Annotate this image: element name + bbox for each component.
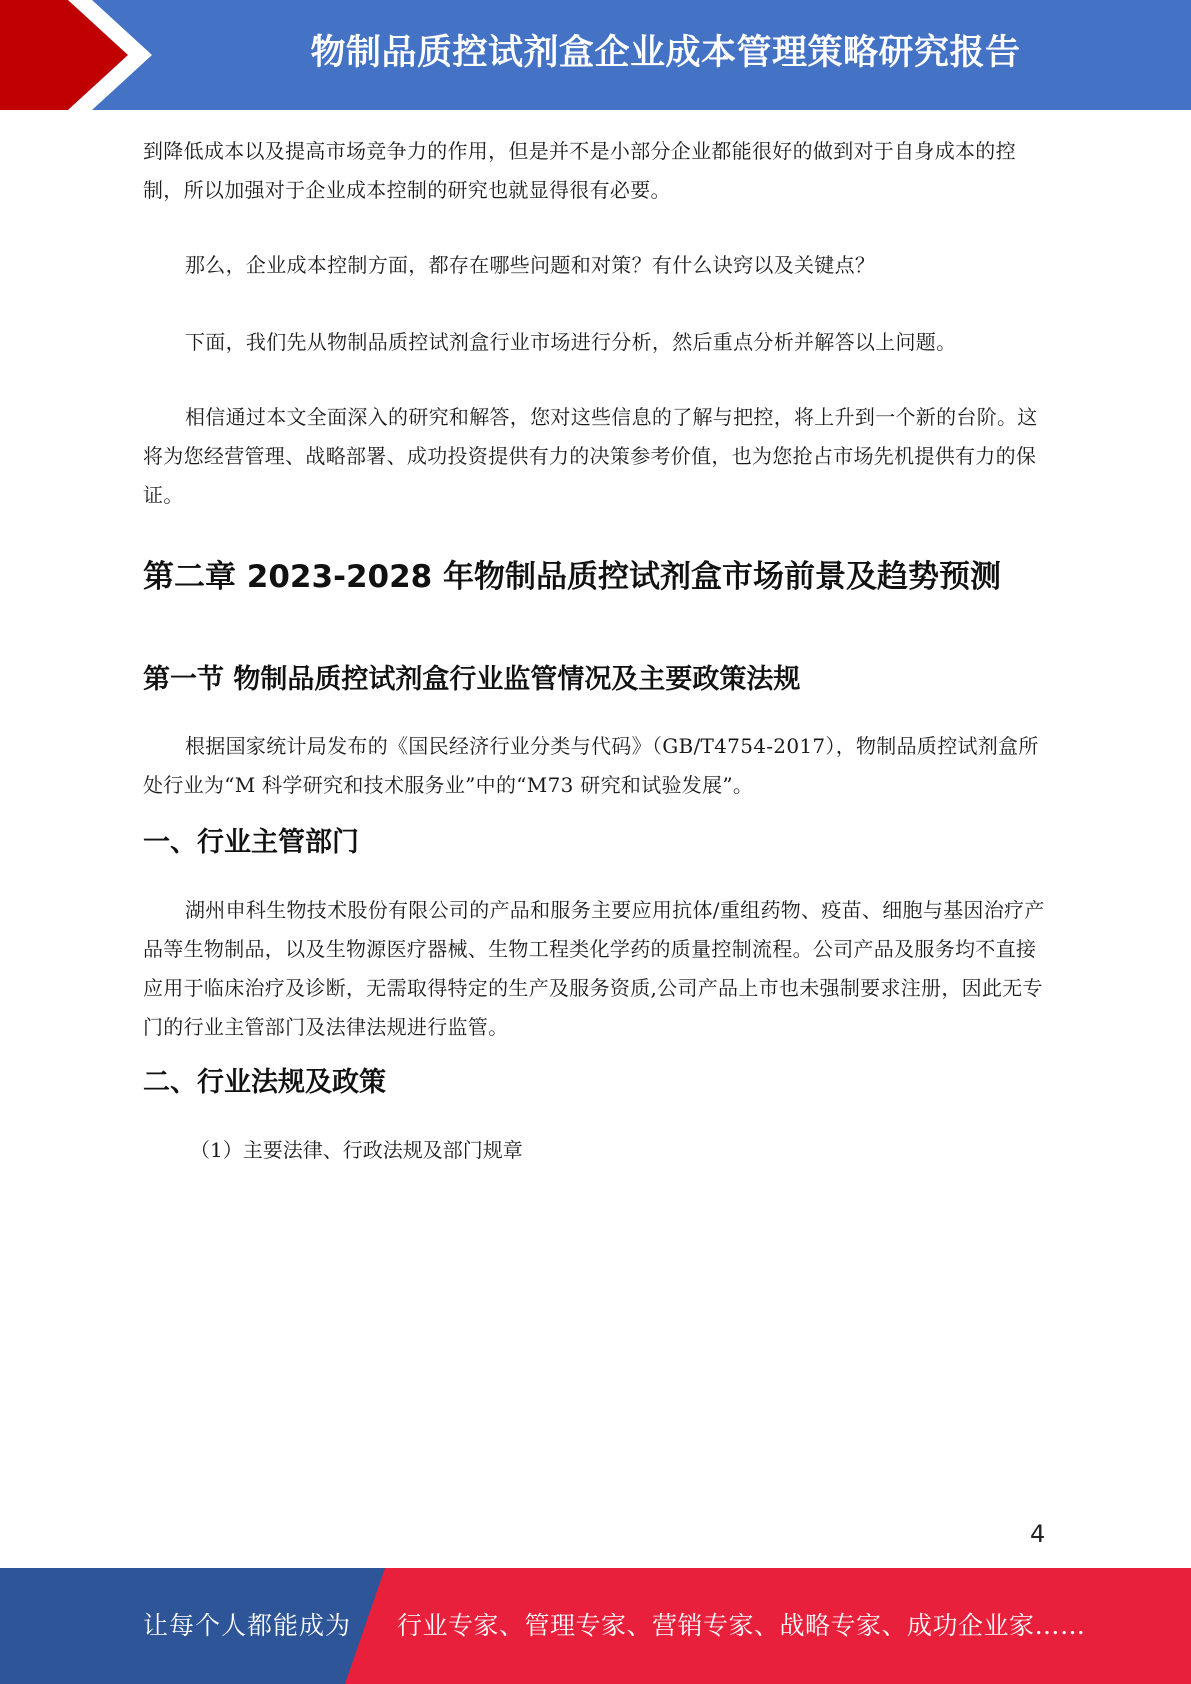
report-title: 物制品质控试剂盒企业成本管理策略研究报告 [310, 33, 1021, 73]
header-arrow-graphic [0, 0, 160, 110]
footer-slogan-right: 行业专家、管理专家、营销专家、战略专家、成功企业家…… [397, 1611, 1086, 1640]
list-item: （1）主要法律、行政法规及部门规章 [190, 1138, 523, 1162]
intro-paragraph-2: 那么，企业成本控制方面，都存在哪些问题和对策？有什么诀窍以及关键点？ [185, 253, 876, 277]
chapter-title: 第二章 2023-2028 年物制品质控试剂盒市场前景及趋势预测 [143, 559, 1002, 595]
subsection-paragraph-1: 湖州申科生物技术股份有限公司的产品和服务主要应用抗体/重组药物、疫苗、细胞与基因治疗产品等生物制品，以及生物源医疗器械、生物工程类化学药的质量控制流程。公司产品及服务均不直接应用于临床治疗及诊断，无需取得特定的生产及服务资质,公司产品上市也未强制要求注册，因此无专门的行业主管部门及法律法规进行监管。 [143, 898, 1045, 1039]
intro-paragraph-4: 相信通过本文全面深入的研究和解答，您对这些信息的了解与把控，将上升到一个新的台阶。这将为您经营管理、战略部署、成功投资提供有力的决策参考价值，也为您抢占市场先机提供有力的保证。 [143, 405, 1038, 507]
section-paragraph: 根据国家统计局发布的《国民经济行业分类与代码》（GB/T4754-2017），物制品质控试剂盒所处行业为“M 科学研究和技术服务业”中的“M73 研究和试验发展”。 [143, 734, 1039, 797]
page-footer [0, 1568, 1191, 1684]
subsection-heading-2: 二、行业法规及政策 [143, 1067, 386, 1098]
page-header [0, 0, 1191, 110]
intro-paragraph-1: 到降低成本以及提高市场竞争力的作用，但是并不是小部分企业都能很好的做到对于自身成本的控制，所以加强对于企业成本控制的研究也就显得很有必要。 [143, 139, 1016, 202]
subsection-heading-1: 一、行业主管部门 [143, 827, 359, 858]
footer-slogan-left: 让每个人都能成为 [143, 1611, 352, 1640]
intro-paragraph-3: 下面，我们先从物制品质控试剂盒行业市场进行分析，然后重点分析并解答以上问题。 [185, 330, 957, 354]
page-number: 4 [1030, 1520, 1046, 1548]
section-title: 第一节 物制品质控试剂盒行业监管情况及主要政策法规 [143, 664, 801, 695]
